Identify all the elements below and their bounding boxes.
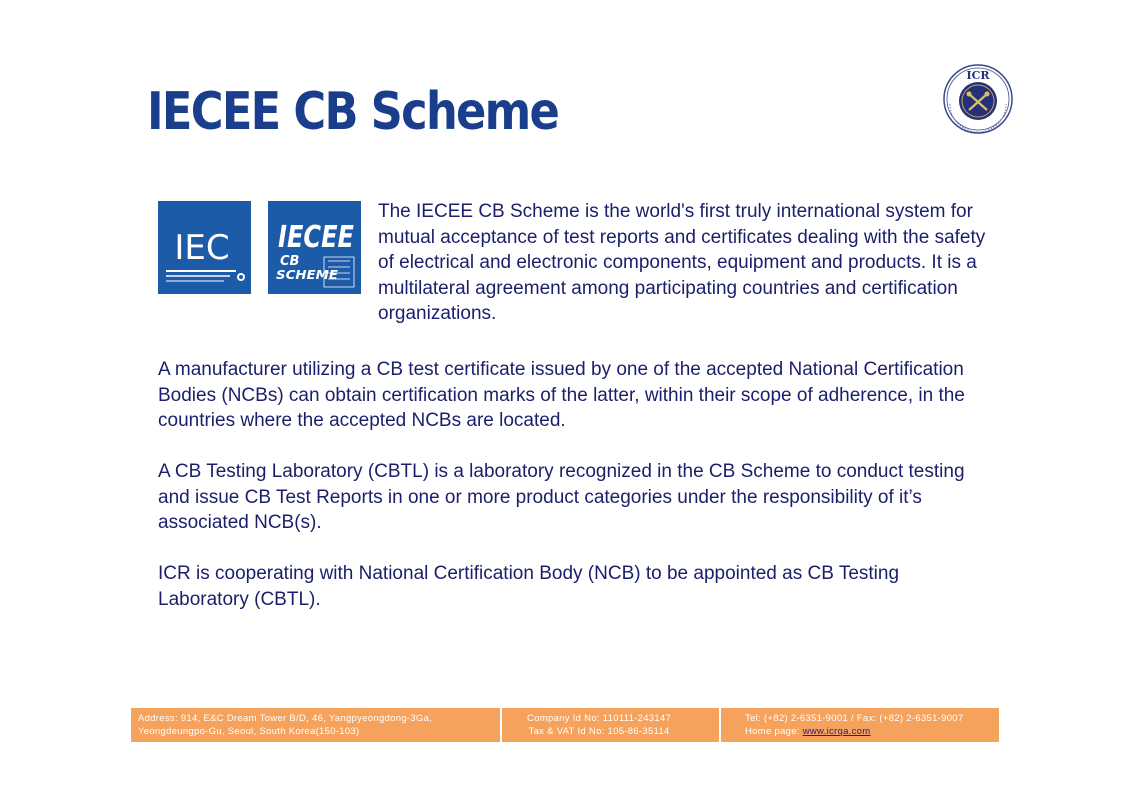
svg-text:ICR: ICR xyxy=(966,69,990,82)
page-title: IECEE CB Scheme xyxy=(147,82,559,142)
footer-address-line1: Address: 914, E&C Dream Tower B/D, 46, Yangpyeongdong-3Ga, xyxy=(138,713,433,724)
intro-paragraph: The IECEE CB Scheme is the world's first truly international system for mutual acceptance of test reports and certificates dealing with the safety of electrical and electronic components, equipment and products. It is a multilateral agreement among participating countries and certification organizations. xyxy=(378,201,986,324)
footer-divider xyxy=(719,708,721,742)
manufacturer-paragraph: A manufacturer utilizing a CB test certificate issued by one of the accepted National Certification Bodies (NCBs) can obtain certification marks of the latter, within their scope of adherence, in the countries where the accepted NCBs are located. xyxy=(158,359,965,431)
footer-divider xyxy=(500,708,502,742)
cbtl-paragraph: A CB Testing Laboratory (CBTL) is a laboratory recognized in the CB Scheme to conduct testing and issue CB Test Reports in one or more product categories under the responsibility of it’s associated NCB(s). xyxy=(158,461,965,533)
svg-text:IEC: IEC xyxy=(174,228,230,268)
iecee-cb-scheme-logo xyxy=(268,201,361,294)
footer-company-id: Company Id No: 110111-243147 xyxy=(527,713,672,724)
svg-text:IECEE: IECEE xyxy=(278,220,355,255)
footer-homepage-label: Home page: xyxy=(745,725,803,737)
svg-text:SCHEME: SCHEME xyxy=(276,268,339,282)
homepage-link[interactable]: www.icrqa.com xyxy=(802,725,871,737)
icr-paragraph: ICR is cooperating with National Certification Body (NCB) to be appointed as CB Testing Laboratory (CBTL). xyxy=(158,563,900,610)
footer-contact xyxy=(745,713,963,738)
footer-tax-id: Tax & VAT Id No: 105-86-35114 xyxy=(528,725,670,737)
footer-bar xyxy=(131,708,999,742)
footer-homepage xyxy=(745,726,963,739)
svg-text:CB: CB xyxy=(280,254,300,269)
footer-address xyxy=(138,713,432,738)
iec-logo xyxy=(158,201,251,294)
footer-company-ids xyxy=(527,713,671,738)
footer-address-line2: Yeongdeungpo-Gu, Seoul, South Korea(150-103) xyxy=(138,725,360,737)
footer-tel-fax: Tel: (+82) 2-6351-9001 / Fax: (+82) 2-6351-9007 xyxy=(745,713,964,724)
icr-logo xyxy=(943,64,1013,134)
